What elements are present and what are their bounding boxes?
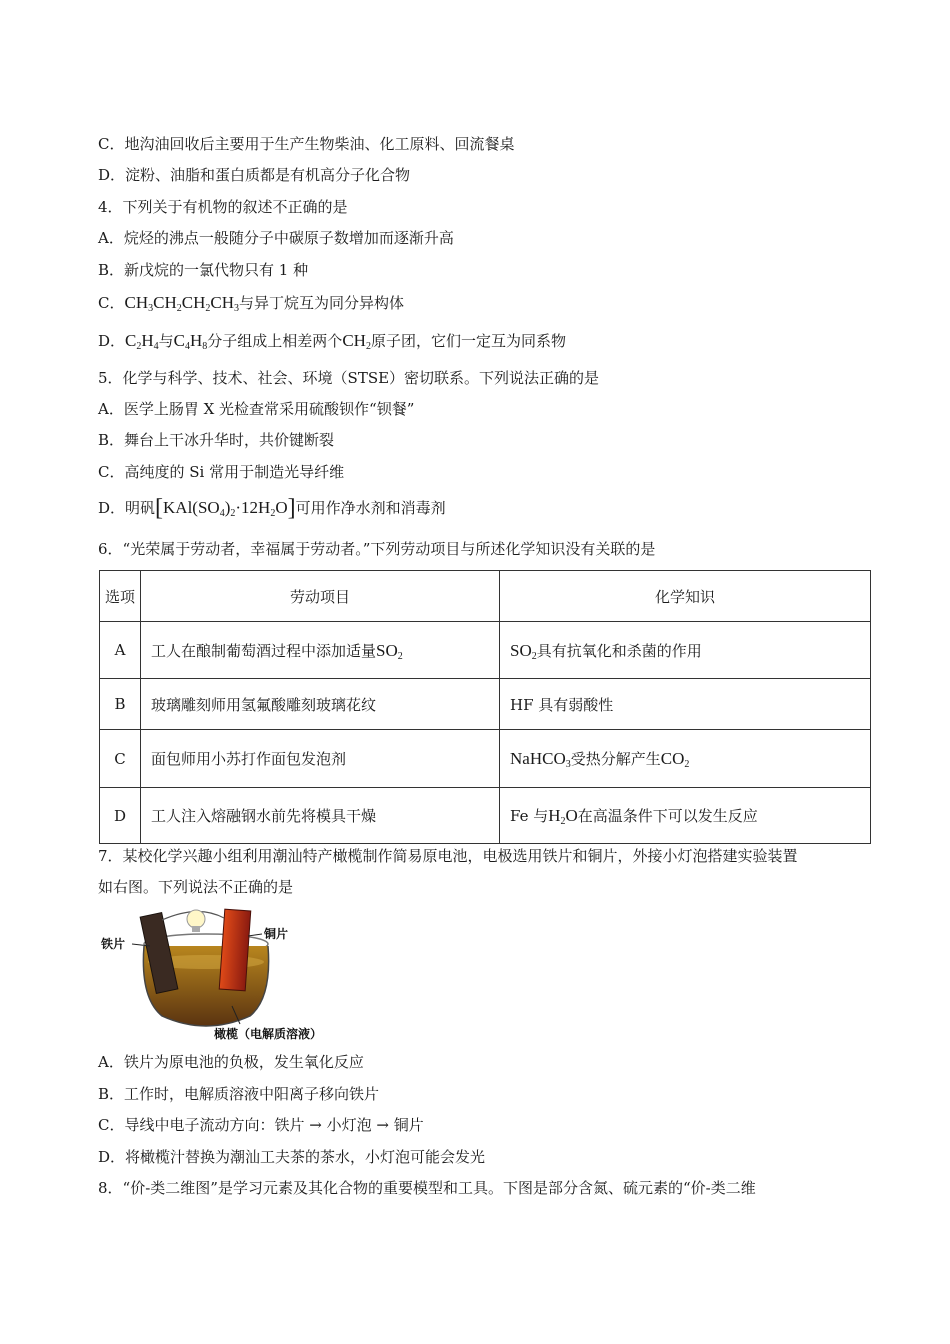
h2o-formula: $H_2O$ [548, 806, 578, 827]
table-row [100, 622, 871, 679]
row-option: A [100, 622, 141, 679]
alum-formula: $[KAl(SO_4)_2\cdot 12H_2O]$ [155, 495, 296, 521]
q5-option-c: C．高纯度的 Si 常用于制造光导纤维 [98, 463, 345, 481]
bulb-icon [162, 910, 224, 932]
row-knowledge [500, 788, 871, 844]
q5-option-d-suffix: 可用作净水剂和消毒剂 [295, 499, 446, 517]
row-labor: 玻璃雕刻师用氢氟酸雕刻玻璃花纹 [141, 679, 500, 730]
q7-option-c: C．导线中电子流动方向：铁片 → 小灯泡 → 铜片 [98, 1116, 424, 1134]
q4-option-d [98, 331, 566, 351]
row-labor: 工人注入熔融钢水前先将模具干燥 [141, 788, 500, 844]
header-knowledge: 化学知识 [500, 571, 871, 622]
q7-stem-line1: 7．某校化学兴趣小组利用潮汕特产橄榄制作简易原电池，电极选用铁片和铜片，外接小灯泡搭建实验装置 [98, 847, 798, 865]
row-option: B [100, 679, 141, 730]
co2-formula: $CO_2$ [660, 749, 690, 770]
q4-option-c-suffix: 与异丁烷互为同分异构体 [238, 294, 404, 312]
row-option: C [100, 730, 141, 788]
q3-option-c: C．地沟油回收后主要用于生产生物柴油、化工原料、回流餐桌 [98, 135, 515, 153]
battery-apparatus-figure [100, 906, 350, 1042]
label-iron: 铁片 [101, 937, 126, 951]
q4-option-c-prefix: C． [98, 294, 125, 312]
header-labor: 劳动项目 [141, 571, 500, 622]
copper-electrode-icon [219, 909, 251, 991]
q7-option-b: B．工作时，电解质溶液中阳离子移向铁片 [98, 1085, 380, 1103]
so2-formula: $SO_2$ [376, 640, 403, 662]
q6-stem: 6．“光荣属于劳动者，幸福属于劳动者。”下列劳动项目与所述化学知识没有关联的是 [98, 540, 656, 558]
q5-option-b: B．舞台上干冰升华时，共价键断裂 [98, 431, 335, 449]
q6-table [99, 570, 871, 844]
label-electrolyte: 橄榄（电解质溶液） [214, 1027, 323, 1041]
row-knowledge-text: 受热分解产生 [570, 750, 661, 768]
row-knowledge-text: 在高温条件下可以发生反应 [577, 807, 758, 825]
row-knowledge [500, 730, 871, 788]
header-option: 选项 [100, 571, 141, 622]
q4-option-a: A．烷烃的沸点一般随分子中碳原子数增加而逐渐升高 [98, 229, 454, 247]
label-copper: 铜片 [264, 927, 289, 941]
q3-option-d: D．淀粉、油脂和蛋白质都是有机高分子化合物 [98, 166, 411, 184]
q4-option-d-prefix: D． [98, 332, 126, 350]
so2-formula: $SO_2$ [510, 640, 537, 662]
q4-option-d-suffix: 原子团，它们一定互为同系物 [370, 332, 566, 350]
row-option: D [100, 788, 141, 844]
row-knowledge-prefix: Fe 与 [510, 807, 549, 825]
q5-option-d [98, 495, 446, 521]
row-knowledge [500, 622, 871, 679]
q5-option-d-prefix: D．明矾 [98, 499, 156, 517]
q7-option-a: A．铁片为原电池的负极，发生氧化反应 [98, 1053, 364, 1071]
q7-stem-line2: 如右图。下列说法不正确的是 [98, 878, 294, 896]
q5-stem: 5．化学与科学、技术、社会、环境（STSE）密切联系。下列说法正确的是 [98, 369, 600, 387]
c4h8-formula: $C_4H_8$ [173, 331, 208, 352]
q7-option-d: D．将橄榄汁替换为潮汕工夫茶的茶水，小灯泡可能会发光 [98, 1148, 486, 1166]
table-row [100, 679, 871, 730]
row-labor-text: 工人在酿制葡萄酒过程中添加适量 [151, 641, 377, 660]
q4-option-d-mid2: 分子组成上相差两个 [207, 332, 343, 350]
ch2-formula: $CH_2$ [342, 331, 371, 352]
copper-pointer-line [248, 934, 262, 936]
q5-option-a: A．医学上肠胃 X 光检查常采用硫酸钡作“钡餐” [98, 400, 415, 418]
table-row [100, 730, 871, 788]
c2h4-formula: $C_2H_4$ [125, 331, 159, 352]
q8-stem: 8．“价-类二维图”是学习元素及其化合物的重要模型和工具。下图是部分含氮、硫元素的“价-类二维 [98, 1179, 756, 1197]
q4-option-d-mid1: 与 [158, 332, 174, 350]
q4-option-b: B．新戊烷的一氯代物只有 1 种 [98, 261, 309, 279]
row-knowledge-text: 具有抗氧化和杀菌的作用 [536, 641, 702, 660]
table-row [100, 788, 871, 844]
table-header-row [100, 571, 871, 622]
butane-formula: $CH_3CH_2CH_2CH_3$ [124, 293, 239, 314]
q4-stem: 4．下列关于有机物的叙述不正确的是 [98, 198, 348, 216]
nahco3-formula: NaHCO$_3$ [510, 749, 571, 770]
row-labor: 面包师用小苏打作面包发泡剂 [141, 730, 500, 788]
row-knowledge: HF 具有弱酸性 [500, 679, 871, 730]
row-labor [141, 622, 500, 679]
q4-option-c [98, 293, 404, 313]
